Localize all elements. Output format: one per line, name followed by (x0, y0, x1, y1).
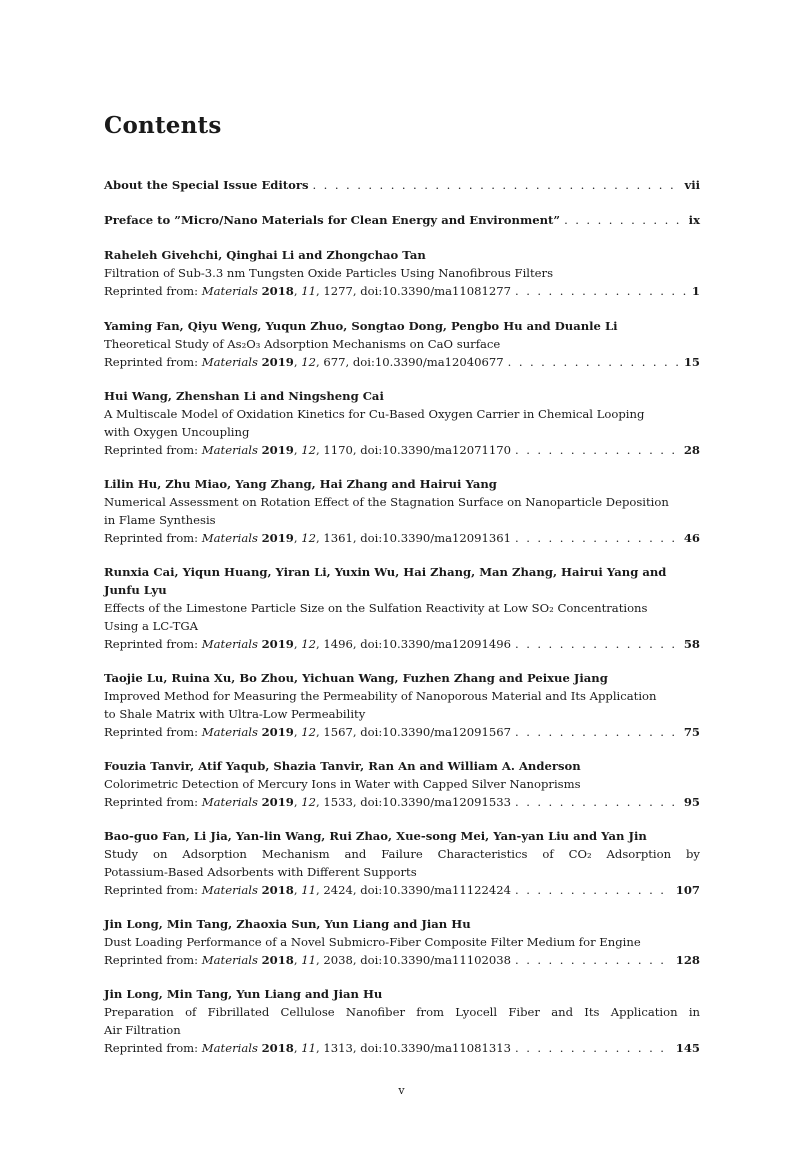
article-number: 677 (323, 355, 346, 369)
entry-authors: Fouzia Tanvir, Atif Yaqub, Shazia Tanvir, Ran An and William A. Anderson (104, 759, 581, 773)
dot-leader (515, 441, 680, 459)
dot-leader (515, 529, 680, 547)
dot-leader (515, 635, 680, 653)
dot-leader (515, 951, 672, 969)
entry-title: Potassium-Based Adsorbents with Different Supports (104, 865, 417, 879)
reprint-line (104, 529, 700, 547)
toc-entry (104, 757, 700, 811)
entry-title: Improved Method for Measuring the Permeability of Nanoporous Material and Its Application (104, 689, 657, 703)
entry-authors: Junfu Lyu (104, 583, 167, 597)
citation: Reprinted from: Materials 2019, 12, 1361, doi:10.3390/ma12091361 (104, 531, 512, 545)
entry-authors: Hui Wang, Zhenshan Li and Ningsheng Cai (104, 389, 384, 403)
page-ref: 15 (683, 355, 700, 369)
toc-entry (104, 985, 700, 1057)
volume: 12 (301, 355, 316, 369)
toc-entry (104, 246, 700, 300)
front-matter-title: About the Special Issue Editors (104, 178, 309, 192)
journal-name: Materials (201, 443, 258, 457)
entry-authors: Bao-guo Fan, Li Jia, Yan-lin Wang, Rui Zhao, Xue-song Mei, Yan-yan Liu and Yan Jin (104, 829, 647, 843)
toc-entry (104, 669, 700, 741)
page-title: Contents (104, 112, 222, 139)
dot-leader (564, 211, 685, 229)
year: 2018 (261, 1041, 294, 1055)
citation: Reprinted from: Materials 2018, 11, 2424, doi:10.3390/ma11122424 (104, 883, 512, 897)
volume: 11 (301, 1041, 316, 1055)
reprint-line (104, 282, 700, 300)
page-ref: 28 (683, 443, 700, 457)
article-number: 1567 (323, 725, 353, 739)
journal-name: Materials (201, 637, 258, 651)
citation: Reprinted from: Materials 2018, 11, 1313, doi:10.3390/ma11081313 (104, 1041, 512, 1055)
year: 2019 (261, 355, 294, 369)
page-ref: ix (688, 213, 700, 227)
citation: Reprinted from: Materials 2019, 12, 1567, doi:10.3390/ma12091567 (104, 725, 512, 739)
reprint-line (104, 353, 700, 371)
entry-title: Theoretical Study of As₂O₃ Adsorption Mechanisms on CaO surface (104, 337, 501, 351)
year: 2019 (261, 795, 294, 809)
page-ref: 128 (675, 953, 700, 967)
article-number: 2424 (323, 883, 353, 897)
journal-name: Materials (201, 795, 258, 809)
reprint-line (104, 881, 700, 899)
citation: Reprinted from: Materials 2019, 12, 677, doi:10.3390/ma12040677 (104, 355, 504, 369)
citation: Reprinted from: Materials 2018, 11, 2038, doi:10.3390/ma11102038 (104, 953, 512, 967)
doi: doi:10.3390/ma12091533 (360, 795, 512, 809)
article-number: 1533 (323, 795, 353, 809)
year: 2019 (261, 725, 294, 739)
dot-leader (515, 282, 688, 300)
dot-leader (515, 881, 672, 899)
dot-leader (515, 723, 680, 741)
dot-leader (508, 353, 680, 371)
entry-authors: Yaming Fan, Qiyu Weng, Yuqun Zhuo, Songtao Dong, Pengbo Hu and Duanle Li (104, 319, 618, 333)
volume: 12 (301, 637, 316, 651)
citation: Reprinted from: Materials 2019, 12, 1496, doi:10.3390/ma12091496 (104, 637, 512, 651)
year: 2018 (261, 953, 294, 967)
entry-title: Numerical Assessment on Rotation Effect of the Stagnation Surface on Nanoparticle Deposition (104, 495, 669, 509)
front-matter-entry (104, 176, 700, 194)
article-number: 2038 (323, 953, 353, 967)
article-number: 1313 (323, 1041, 353, 1055)
journal-name: Materials (201, 355, 258, 369)
page-ref: 75 (683, 725, 700, 739)
entry-authors: Jin Long, Min Tang, Zhaoxia Sun, Yun Liang and Jian Hu (104, 917, 471, 931)
doi: doi:10.3390/ma12091496 (360, 637, 512, 651)
dot-leader (313, 176, 681, 194)
page-ref: 58 (683, 637, 700, 651)
entry-title: Effects of the Limestone Particle Size on the Sulfation Reactivity at Low SO₂ Concentrations (104, 601, 648, 615)
entry-title: Using a LC-TGA (104, 619, 199, 633)
journal-name: Materials (201, 883, 258, 897)
doi: doi:10.3390/ma12091567 (360, 725, 512, 739)
toc-line (104, 176, 700, 194)
page-ref: 107 (675, 883, 700, 897)
entry-authors: Runxia Cai, Yiqun Huang, Yiran Li, Yuxin Wu, Hai Zhang, Man Zhang, Hairui Yang and (104, 565, 667, 579)
reprint-line (104, 951, 700, 969)
dot-leader (515, 793, 680, 811)
doi: doi:10.3390/ma12040677 (352, 355, 504, 369)
entry-title: A Multiscale Model of Oxidation Kinetics for Cu-Based Oxygen Carrier in Chemical Looping (104, 407, 645, 421)
volume: 11 (301, 284, 316, 298)
article-number: 1496 (323, 637, 353, 651)
doi: doi:10.3390/ma11081277 (360, 284, 512, 298)
journal-name: Materials (201, 725, 258, 739)
doi: doi:10.3390/ma12091361 (360, 531, 512, 545)
citation: Reprinted from: Materials 2018, 11, 1277, doi:10.3390/ma11081277 (104, 284, 512, 298)
volume: 11 (301, 953, 316, 967)
page-ref: vii (684, 178, 700, 192)
entry-title: Air Filtration (104, 1023, 181, 1037)
article-number: 1170 (323, 443, 353, 457)
reprint-line (104, 635, 700, 653)
toc-line (104, 211, 700, 229)
front-matter-entry (104, 211, 700, 229)
citation: Reprinted from: Materials 2019, 12, 1170, doi:10.3390/ma12071170 (104, 443, 512, 457)
page-ref: 1 (691, 284, 700, 298)
entry-authors: Taojie Lu, Ruina Xu, Bo Zhou, Yichuan Wang, Fuzhen Zhang and Peixue Jiang (104, 671, 608, 685)
reprint-line (104, 723, 700, 741)
citation: Reprinted from: Materials 2019, 12, 1533, doi:10.3390/ma12091533 (104, 795, 512, 809)
year: 2019 (261, 531, 294, 545)
toc-entry (104, 317, 700, 371)
front-matter-title: Preface to ”Micro/Nano Materials for Clean Energy and Environment” (104, 213, 561, 227)
journal-name: Materials (201, 284, 258, 298)
entry-authors: Lilin Hu, Zhu Miao, Yang Zhang, Hai Zhang and Hairui Yang (104, 477, 497, 491)
toc-entry (104, 827, 700, 899)
entry-title: with Oxygen Uncoupling (104, 425, 250, 439)
entry-title: Filtration of Sub-3.3 nm Tungsten Oxide Particles Using Nanofibrous Filters (104, 266, 554, 280)
year: 2018 (261, 883, 294, 897)
entry-title: to Shale Matrix with Ultra-Low Permeability (104, 707, 366, 721)
dot-leader (515, 1039, 672, 1057)
toc-entry (104, 475, 700, 547)
entry-title: Study on Adsorption Mechanism and Failure Characteristics of CO₂ Adsorption by (104, 847, 700, 861)
entry-title: Preparation of Fibrillated Cellulose Nanofiber from Lyocell Fiber and Its Application in (104, 1005, 700, 1019)
entry-title: Dust Loading Performance of a Novel Submicro-Fiber Composite Filter Medium for Engine (104, 935, 641, 949)
reprint-line (104, 1039, 700, 1057)
reprint-line (104, 441, 700, 459)
toc-entry (104, 387, 700, 459)
entry-authors: Raheleh Givehchi, Qinghai Li and Zhongchao Tan (104, 248, 426, 262)
page-ref: 145 (675, 1041, 700, 1055)
doi: doi:10.3390/ma11081313 (360, 1041, 512, 1055)
toc-entry (104, 915, 700, 969)
volume: 12 (301, 795, 316, 809)
toc-entry (104, 563, 700, 653)
year: 2019 (261, 443, 294, 457)
volume: 12 (301, 725, 316, 739)
entry-title: Colorimetric Detection of Mercury Ions in Water with Capped Silver Nanoprisms (104, 777, 581, 791)
volume: 12 (301, 443, 316, 457)
article-number: 1277 (323, 284, 353, 298)
doi: doi:10.3390/ma11102038 (360, 953, 512, 967)
doi: doi:10.3390/ma11122424 (360, 883, 512, 897)
journal-name: Materials (201, 1041, 258, 1055)
reprint-line (104, 793, 700, 811)
article-number: 1361 (323, 531, 353, 545)
page-number-footer: v (398, 1084, 405, 1097)
volume: 12 (301, 531, 316, 545)
journal-name: Materials (201, 953, 258, 967)
entry-title: in Flame Synthesis (104, 513, 216, 527)
doi: doi:10.3390/ma12071170 (360, 443, 512, 457)
page-ref: 46 (683, 531, 700, 545)
journal-name: Materials (201, 531, 258, 545)
entry-authors: Jin Long, Min Tang, Yun Liang and Jian Hu (104, 987, 383, 1001)
volume: 11 (301, 883, 316, 897)
page-ref: 95 (683, 795, 700, 809)
year: 2018 (261, 284, 294, 298)
year: 2019 (261, 637, 294, 651)
